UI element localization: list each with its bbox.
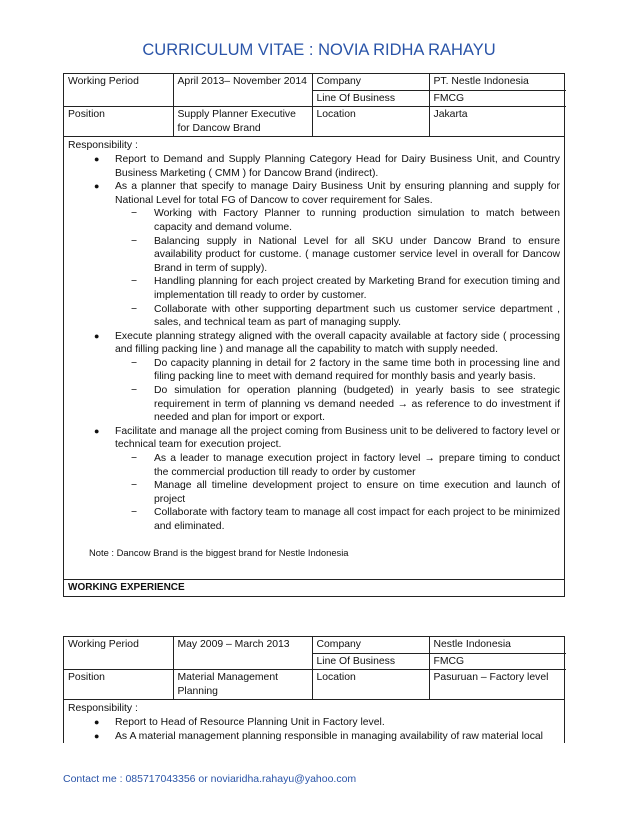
list-item bbox=[68, 730, 560, 744]
company-value: Nestle Indonesia bbox=[429, 637, 566, 653]
arrow-right-icon: → bbox=[397, 398, 408, 410]
line-of-business-value: FMCG bbox=[429, 90, 566, 107]
responsibility-label: Responsibility : bbox=[68, 703, 138, 715]
dash-icon: − bbox=[131, 235, 138, 247]
sub-list-item-text: Do capacity planning in detail for 2 factory in the same time both in processing line and filing packing line to meet with demand required for monthly basis and yearly basis. bbox=[154, 357, 560, 383]
page-title: CURRICULUM VITAE : NOVIA RIDHA RAHAYU bbox=[142, 41, 496, 59]
responsibility-list bbox=[68, 716, 560, 743]
sub-list-item-text: Collaborate with other supporting department such us customer service department , sales, and technical team as part of managing supply. bbox=[154, 303, 560, 329]
sub-list-item-text: Manage all timeline development project to ensure on time execution and launch of project bbox=[154, 480, 560, 505]
list-item bbox=[68, 425, 560, 534]
dash-icon: − bbox=[131, 208, 138, 220]
responsibility-label: Responsibility : bbox=[68, 140, 138, 152]
list-item bbox=[68, 716, 560, 730]
line-of-business-label: Line Of Business bbox=[312, 653, 429, 670]
brand-note: Note : Dancow Brand is the biggest brand for Nestle Indonesia bbox=[89, 546, 349, 558]
responsibility-section bbox=[64, 699, 564, 743]
sub-list-item-text: Working with Factory Planner to running production simulation to match between capacity and demand volume. bbox=[154, 208, 560, 233]
table-row bbox=[64, 107, 566, 137]
location-label: Location bbox=[312, 107, 429, 137]
list-item bbox=[68, 330, 560, 425]
list-item-text: Facilitate and manage all the project coming from Business unit to be delivered to factory level or technical team for execution project. bbox=[115, 425, 560, 451]
position-value: Material Management Planning bbox=[173, 670, 312, 700]
company-label: Company bbox=[312, 74, 429, 90]
bullet-icon: ● bbox=[94, 330, 100, 341]
sub-list bbox=[115, 207, 560, 329]
responsibility-list bbox=[68, 153, 560, 534]
working-period-label: Working Period bbox=[64, 637, 173, 670]
sub-list-item bbox=[115, 479, 560, 506]
bullet-icon: ● bbox=[94, 181, 100, 192]
dash-icon: − bbox=[131, 507, 138, 519]
list-item bbox=[68, 180, 560, 330]
sub-list-item bbox=[115, 384, 560, 425]
line-of-business-value: FMCG bbox=[429, 653, 566, 670]
sub-list bbox=[115, 452, 560, 534]
sub-list-item bbox=[115, 357, 560, 384]
bullet-icon: ● bbox=[94, 730, 100, 741]
spacer bbox=[68, 559, 560, 575]
table-row bbox=[64, 670, 566, 700]
location-value: Jakarta bbox=[429, 107, 566, 137]
sub-list-item bbox=[115, 207, 560, 234]
list-item-text: As a planner that specify to manage Dairy Business Unit by ensuring planning and supply for National Level for total FG of Dancow to cover requirement for Sales. bbox=[115, 181, 560, 206]
job-details-table bbox=[64, 74, 566, 136]
dash-icon: − bbox=[131, 357, 138, 369]
working-period-value: May 2009 – March 2013 bbox=[173, 637, 312, 670]
dash-icon: − bbox=[131, 453, 138, 465]
dash-icon: − bbox=[131, 480, 138, 492]
table-row bbox=[64, 637, 566, 653]
arrow-right-icon: → bbox=[424, 453, 435, 465]
list-item-text: Report to Head of Resource Planning Unit in Factory level. bbox=[115, 716, 385, 728]
bullet-icon: ● bbox=[94, 425, 100, 436]
line-of-business-label: Line Of Business bbox=[312, 90, 429, 107]
position-value: Supply Planner Executive for Dancow Brand bbox=[173, 107, 312, 137]
list-item-text: Execute planning strategy aligned with the overall capacity available at factory side ( processing and filling packing line ) and manage all the capability to match with supply needed. bbox=[115, 330, 560, 356]
list-item-text: As A material management planning responsible in managing availability of raw material local bbox=[115, 730, 543, 742]
position-label: Position bbox=[64, 107, 173, 137]
list-item bbox=[68, 153, 560, 180]
dash-icon: − bbox=[131, 276, 138, 288]
sub-list-item bbox=[115, 303, 560, 330]
section-heading-working-experience: WORKING EXPERIENCE bbox=[64, 579, 564, 596]
sub-list bbox=[115, 357, 560, 425]
sub-list-item bbox=[115, 506, 560, 533]
company-value: PT. Nestle Indonesia bbox=[429, 74, 566, 90]
sub-list-item-text: prepare timing to conduct the commercial production till ready to order by customer bbox=[154, 453, 560, 478]
sub-list-item-text: As a leader to manage execution project in factory level bbox=[154, 453, 425, 465]
job-details-table bbox=[64, 637, 566, 699]
contact-footer: Contact me : 085717043356 or noviaridha.rahayu@yahoo.com bbox=[63, 773, 357, 785]
bullet-icon: ● bbox=[94, 716, 100, 727]
company-label: Company bbox=[312, 637, 429, 653]
sub-list-item bbox=[115, 452, 560, 479]
job-block-nestle-2013 bbox=[63, 73, 565, 597]
list-item-text: Report to Demand and Supply Planning Category Head for Dairy Business Unit, and Country Business Marketing ( CMM ) for Dancow Brand (indirect). bbox=[115, 153, 560, 179]
sub-list-item-text: as reference to do investment if needed and plan for import or export. bbox=[154, 398, 560, 424]
sub-list-item bbox=[115, 275, 560, 302]
dash-icon: − bbox=[131, 303, 138, 315]
sub-list-item-text: Balancing supply in National Level for all SKU under Dancow Brand to ensure availability product for custome. ( manage customer service level in overall for Dancow Brand in term of supply). bbox=[154, 235, 560, 274]
location-value: Pasuruan – Factory level bbox=[429, 670, 566, 700]
table-row bbox=[64, 74, 566, 90]
sub-list-item-text: Collaborate with factory team to manage all cost impact for each project to be minimized and eliminated. bbox=[154, 507, 560, 532]
sub-list-item-text: Handling planning for each project created by Marketing Brand for execution timing and implementation till ready to order by customer. bbox=[154, 276, 560, 301]
job-block-nestle-2009 bbox=[63, 636, 565, 743]
position-label: Position bbox=[64, 670, 173, 700]
sub-list-item bbox=[115, 235, 560, 276]
dash-icon: − bbox=[131, 385, 138, 397]
sub-list-item-text: Do simulation for operation planning (budgeted) in yearly basis to see strategic requirement in term of planning vs demand needed bbox=[154, 385, 560, 410]
bullet-icon: ● bbox=[94, 153, 100, 164]
location-label: Location bbox=[312, 670, 429, 700]
working-period-value: April 2013– November 2014 bbox=[173, 74, 312, 107]
responsibility-section bbox=[64, 136, 564, 579]
working-period-label: Working Period bbox=[64, 74, 173, 107]
